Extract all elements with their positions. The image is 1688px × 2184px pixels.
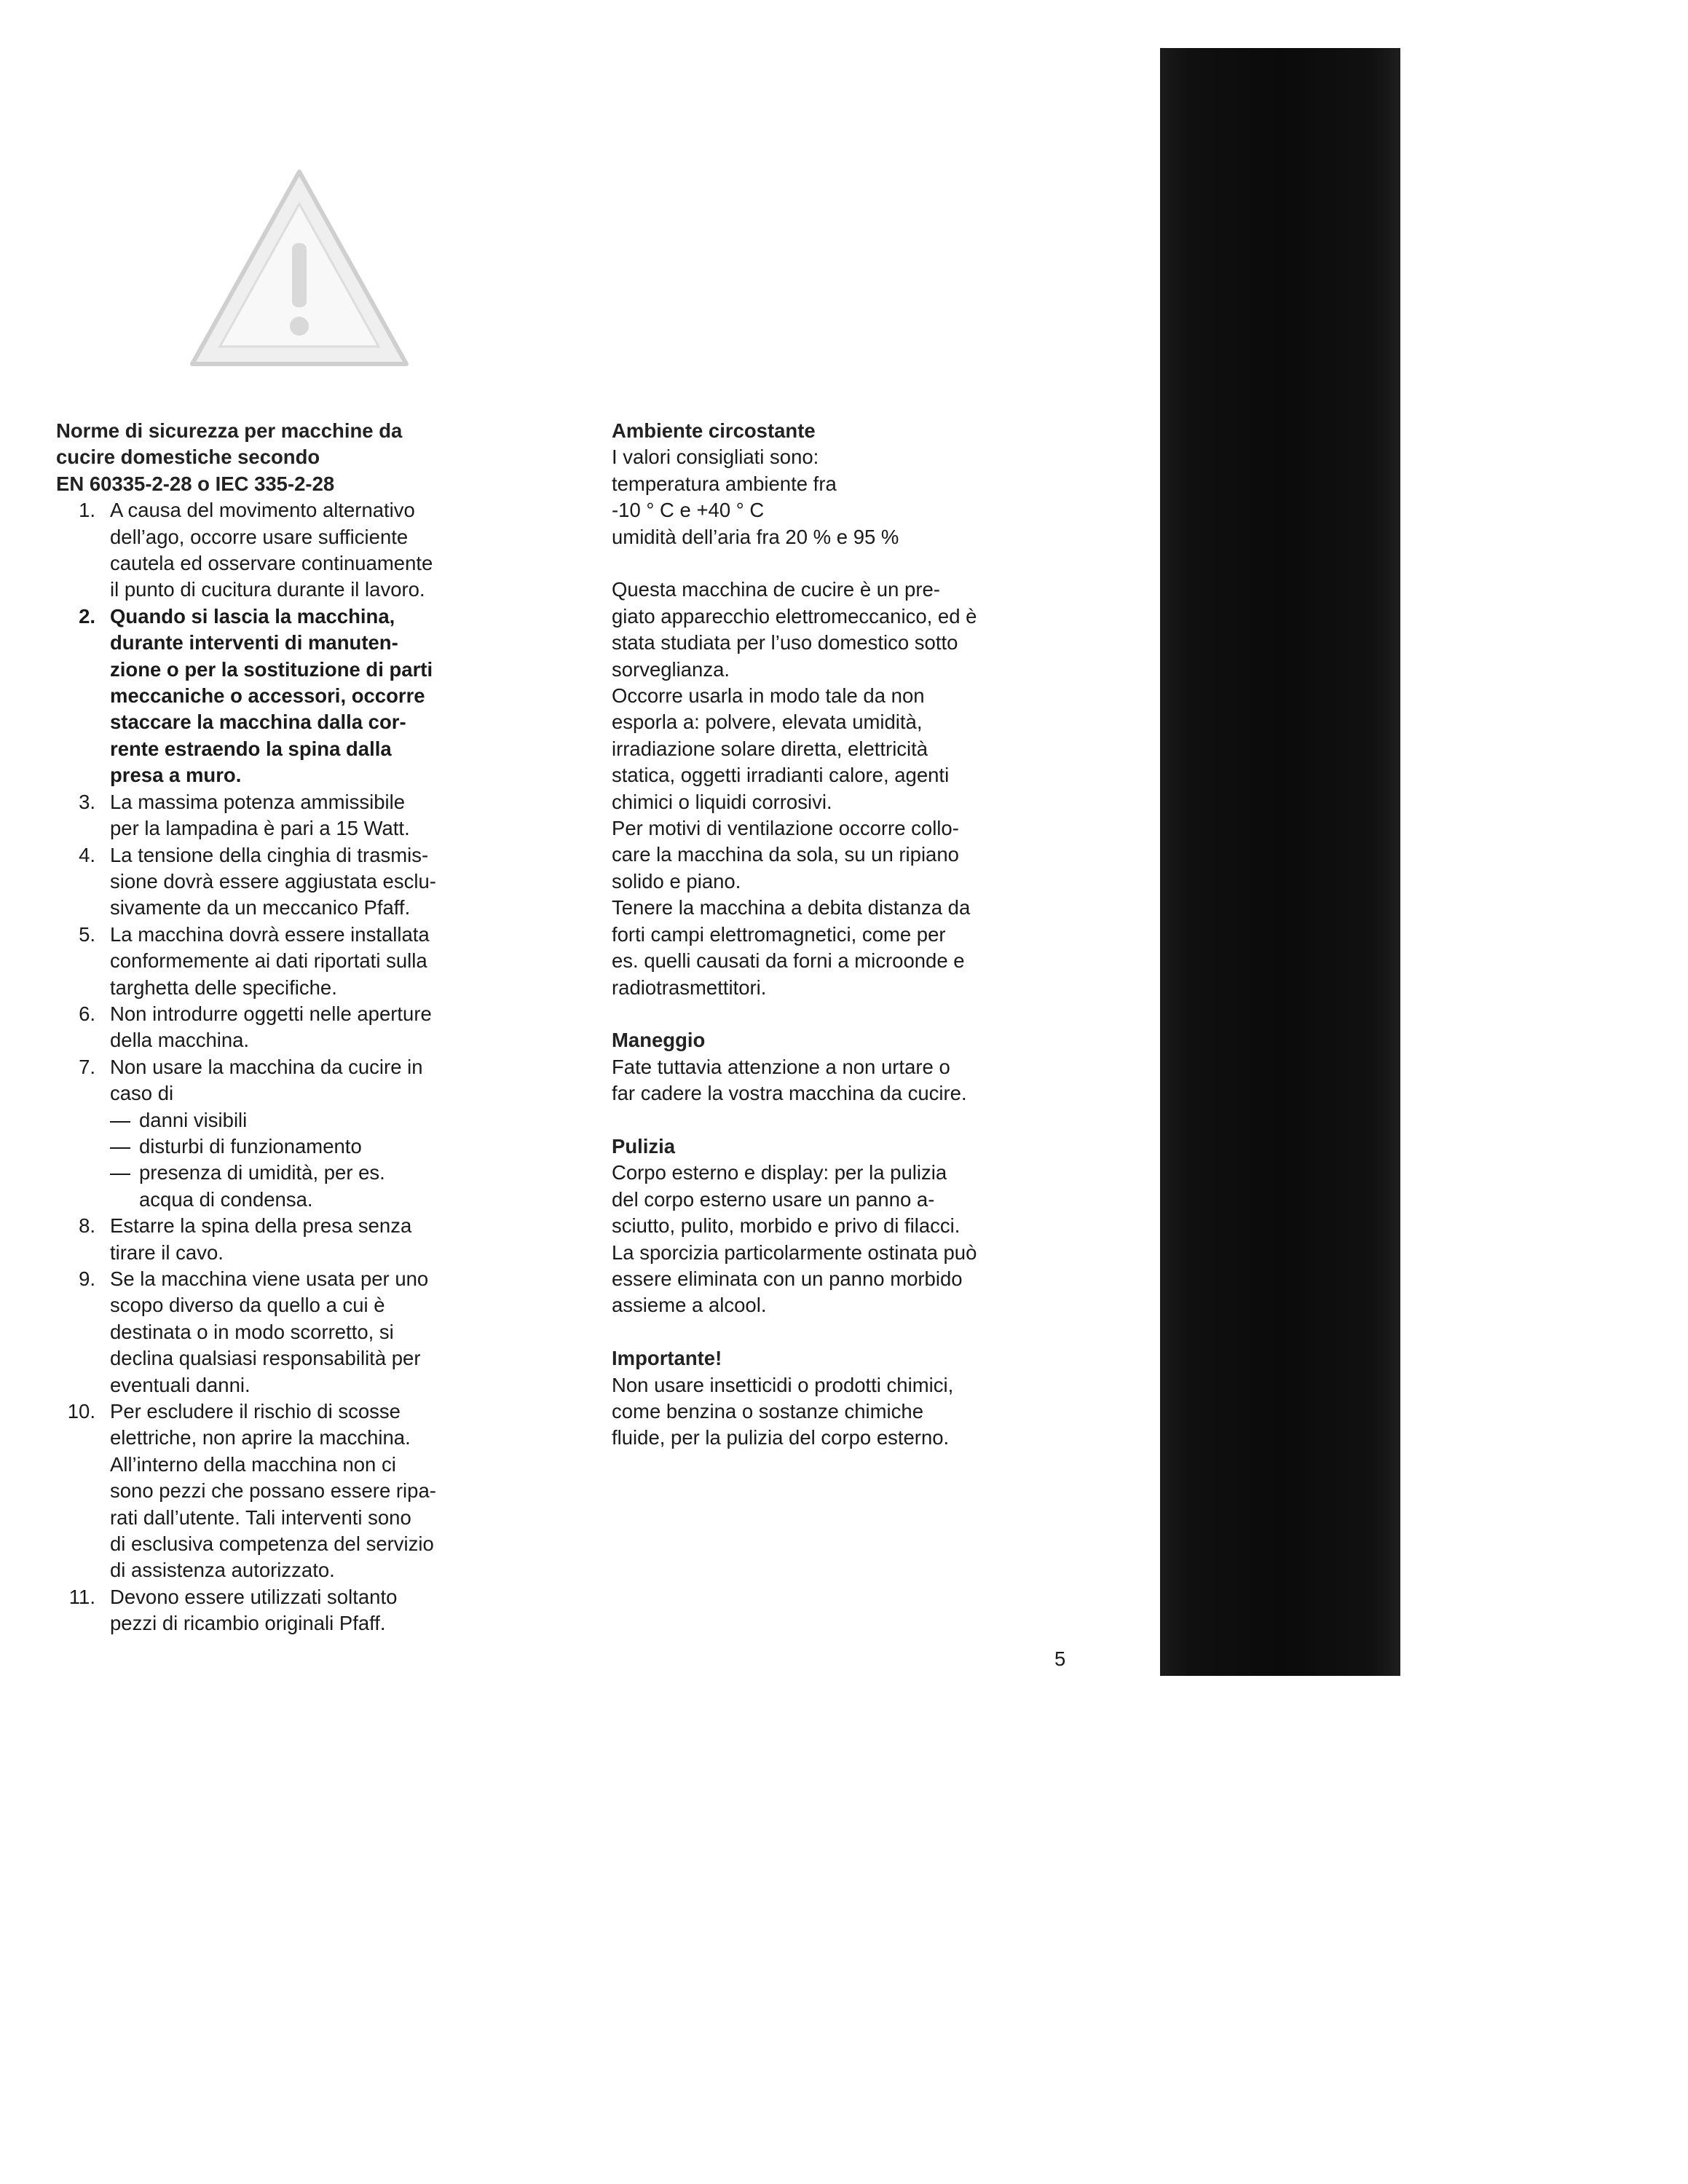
scan-edge-band (1160, 48, 1400, 1676)
section-ambiente: Ambiente circostante I valori consigliati sono: temperatura ambiente fra -10 ° C e +40 ° C umidità dell’aria fra 20 % e 95 % (612, 418, 1078, 550)
section-descrizione: Questa macchina de cucire è un pre- giato apparecchio elettromeccanico, ed è stata studiata per l’uso domestico sotto sorveglianza. Occorre usarla in modo tale da non esporla a: polvere, elevata umidità, irradiazione solare diretta, elettricità statica, oggetti irradianti calore, agenti chimici o liquidi corrosivi. Per motivi di ventilazione occorre collo- care la macchina da sola, su un ripiano solido e piano. Tenere la macchina a debita distanza da forti campi elettromagnetici, come per es. quelli causati da forni a microonde e radiotrasmettitori. (612, 578, 977, 999)
rule-item: 4. La tensione della cinghia di trasmis- sione dovrà essere aggiustata esclu- sivamente da un meccanico Pfaff. (79, 843, 436, 919)
section-maneggio: Maneggio Fate tuttavia attenzione a non urtare o far cadere la vostra macchina da cucire. (612, 1027, 1078, 1107)
page-number: 5 (1054, 1647, 1066, 1670)
rule-item: 9. Se la macchina viene usata per uno scopo diverso da quello a cui è destinata o in modo scorretto, si declina qualsiasi responsabilità per eventuali danni. (79, 1267, 429, 1396)
section-pulizia: Pulizia Corpo esterno e display: per la pulizia del corpo esterno usare un panno a- sciutto, pulito, morbido e privo di filacci. La sporcizia particolarmente ostinata può essere eliminata con un panno morbido assieme a alcool. (612, 1133, 1078, 1319)
rule-item: 7. Non usare la macchina da cucire in caso di danni visibili disturbi di funzionamento presenza di umidità, per es. acqua di condensa. (56, 1054, 522, 1213)
warning-triangle-icon (188, 166, 411, 370)
rule-item: 8. Estarre la spina della presa senza tirare il cavo. (79, 1214, 412, 1264)
safety-rules-list (56, 497, 522, 1637)
environment-column (612, 418, 1078, 1452)
rule-item: 11. Devono essere utilizzati soltanto pezzi di ricambio originali Pfaff. (68, 1585, 398, 1635)
section-heading: Importante! (612, 1347, 722, 1370)
rule-item: 3. La massima potenza ammissibile per la lampadina è pari a 15 Watt. (79, 790, 410, 840)
section-heading: Ambiente circostante (612, 419, 816, 442)
rule-item: 2. Quando si lascia la macchina, durante interventi di manuten- zione o per la sostituzione di parti meccaniche o accessori, occorre staccare la macchina dalla cor- rente estraendo la spina dalla presa a muro. (79, 604, 433, 787)
section-heading: Maneggio (612, 1029, 706, 1052)
safety-heading: Norme di sicurezza per macchine da cucire domestiche secondo EN 60335-2-28 o IEC 335-2-28 (56, 419, 403, 495)
rule-item: 1. A causa del movimento alternativo dell’ago, occorre usare sufficiente cautela ed osservare continuamente il punto di cucitura durante il lavoro. (79, 499, 433, 601)
list-item: danni visibili (110, 1107, 522, 1133)
rule-item: 10. Per escludere il rischio di scosse elettriche, non aprire la macchina. All’interno della macchina non ci sono pezzi che possano essere ripa- rati dall’utente. Tali interventi sono di esclusiva competenza del servizio di assistenza autorizzato. (67, 1400, 436, 1582)
rule-item: 6. Non introdurre oggetti nelle aperture della macchina. (79, 1002, 432, 1052)
section-importante: Importante! Non usare insetticidi o prodotti chimici, come benzina o sostanze chimiche fluide, per la pulizia del corpo esterno. (612, 1345, 1078, 1452)
list-item: presenza di umidità, per es. acqua di condensa. (110, 1160, 522, 1213)
section-heading: Pulizia (612, 1134, 676, 1158)
condition-list (110, 1107, 522, 1214)
list-item: disturbi di funzionamento (110, 1133, 522, 1160)
rule-item: 5. La macchina dovrà essere installata conformemente ai dati riportati sulla targhetta delle specifiche. (79, 922, 430, 999)
safety-rules-column (56, 418, 522, 1637)
